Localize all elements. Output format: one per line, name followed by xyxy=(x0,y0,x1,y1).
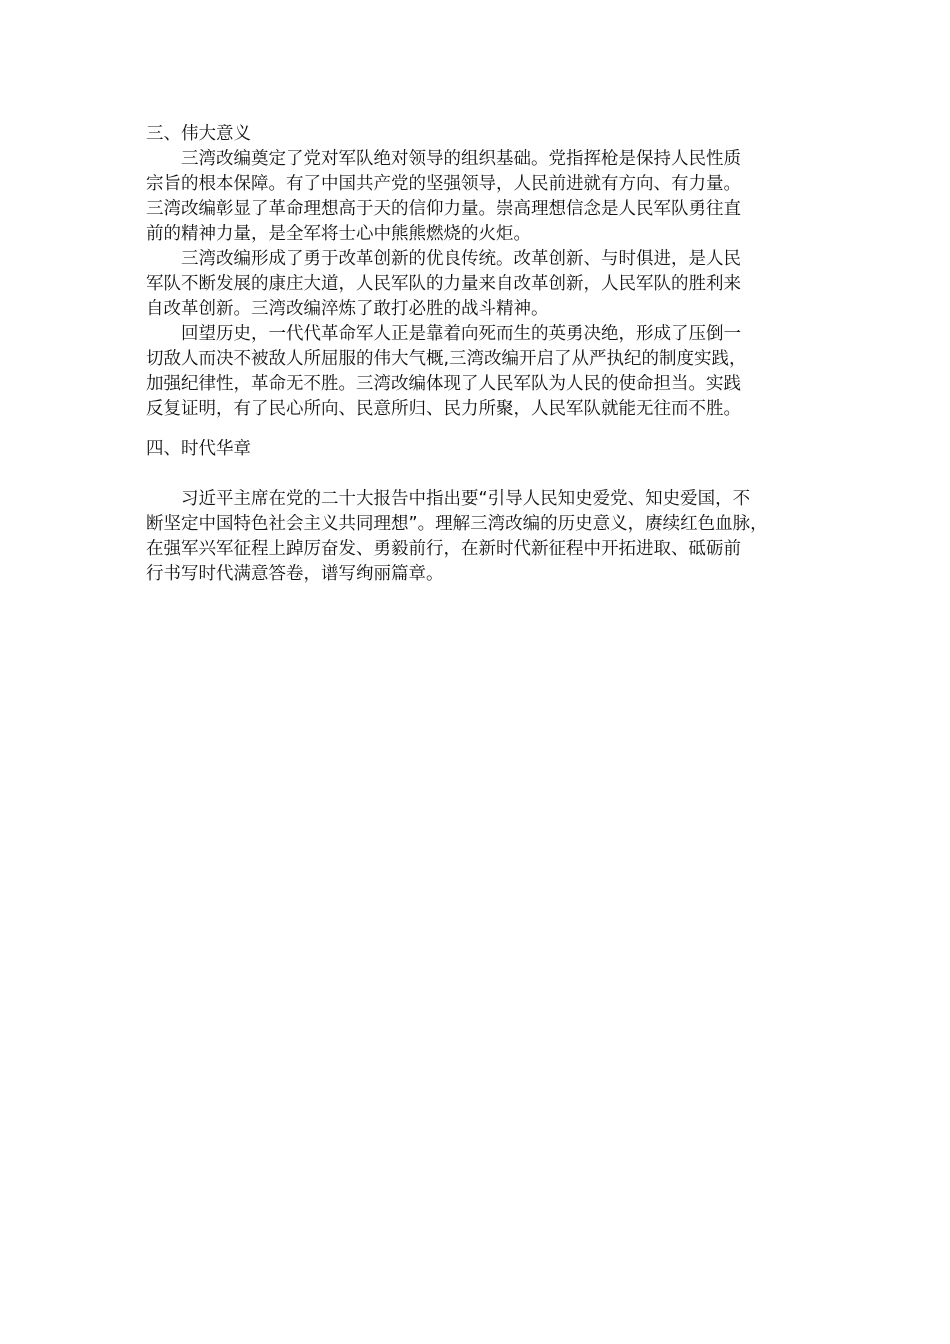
section-heading-significance: 三、伟大意义 xyxy=(146,124,251,144)
paragraph-twentieth-congress xyxy=(146,487,826,587)
paragraph-organizational-foundation xyxy=(146,147,826,247)
text-line: 三湾改编奠定了党对军队绝对领导的组织基础。党指挥枪是保持人民性质 xyxy=(181,149,741,169)
text-line: 前的精神力量，是全军将士心中熊熊燃烧的火炬。 xyxy=(146,224,531,244)
spacer xyxy=(146,462,826,487)
text-line: 习近平主席在党的二十大报告中指出要“引导人民知史爱党、知史爱国，不 xyxy=(181,489,751,509)
text-line: 反复证明，有了民心所向、民意所归、民力所聚，人民军队就能无往而不胜。 xyxy=(146,399,741,419)
spacer xyxy=(146,422,826,437)
text-line: 宗旨的根本保障。有了中国共产党的坚强领导，人民前进就有方向、有力量。 xyxy=(146,174,741,194)
text-line: 军队不断发展的康庄大道，人民军队的力量来自改革创新，人民军队的胜利来 xyxy=(146,274,741,294)
paragraph-reform-innovation xyxy=(146,247,826,322)
text-line: 行书写时代满意答卷，谱写绚丽篇章。 xyxy=(146,564,444,584)
document-body xyxy=(146,122,826,587)
text-line: 断坚定中国特色社会主义共同理想”。理解三湾改编的历史意义，赓续红色血脉， xyxy=(146,514,768,534)
text-line: 切敌人而决不被敌人所屈服的伟大气概,三湾改编开启了从严执纪的制度实践， xyxy=(146,349,747,369)
section-heading-new-era: 四、时代华章 xyxy=(146,439,251,459)
text-line: 回望历史，一代代革命军人正是靠着向死而生的英勇决绝，形成了压倒一 xyxy=(181,324,741,344)
text-line: 自改革创新。三湾改编淬炼了敢打必胜的战斗精神。 xyxy=(146,299,549,319)
text-line: 三湾改编彰显了革命理想高于天的信仰力量。崇高理想信念是人民军队勇往直 xyxy=(146,199,741,219)
text-line: 加强纪律性，革命无不胜。三湾改编体现了人民军队为人民的使命担当。实践 xyxy=(146,374,741,394)
paragraph-looking-back xyxy=(146,322,826,422)
text-line: 在强军兴军征程上踔厉奋发、勇毅前行，在新时代新征程中开拓进取、砥砺前 xyxy=(146,539,741,559)
text-line: 三湾改编形成了勇于改革创新的优良传统。改革创新、与时俱进，是人民 xyxy=(181,249,741,269)
